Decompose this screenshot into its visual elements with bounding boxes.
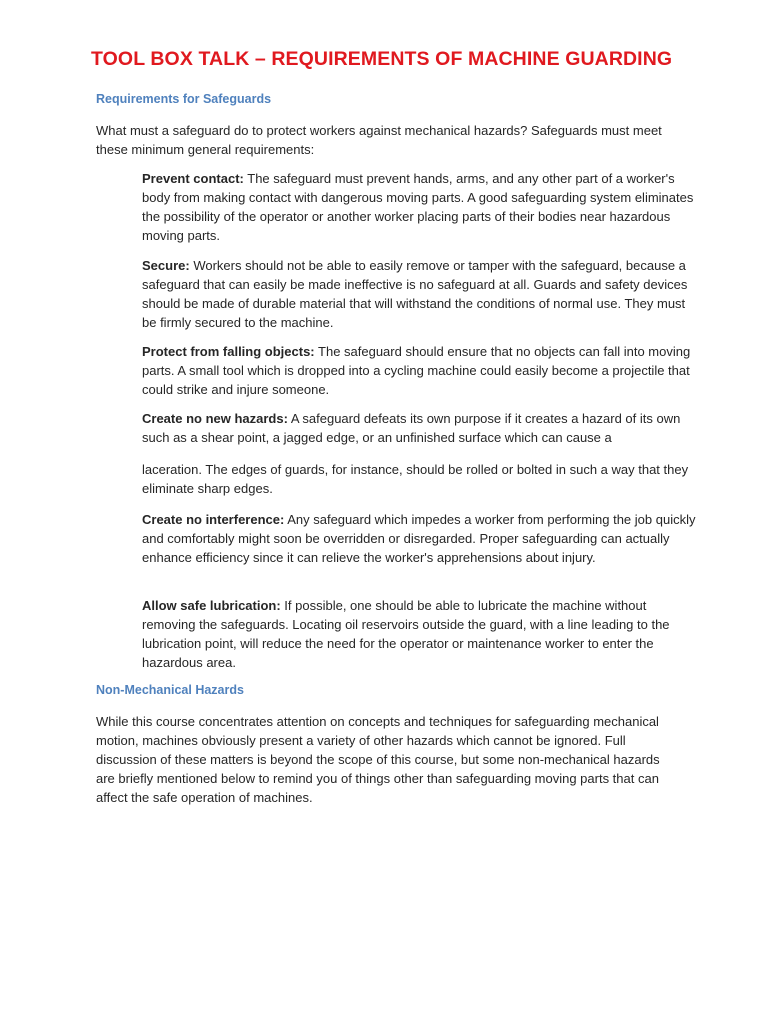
requirement-item-no-new-hazards-continued: laceration. The edges of guards, for instance, should be rolled or bolted in such a way that they eliminate sharp edges.	[142, 462, 689, 496]
requirement-term: Secure:	[142, 258, 190, 273]
requirement-term: Allow safe lubrication:	[142, 598, 281, 613]
requirement-item-safe-lubrication	[142, 596, 702, 672]
requirement-term: Create no interference:	[142, 512, 285, 527]
section-heading-non-mechanical: Non-Mechanical Hazards	[96, 683, 244, 697]
requirement-term: Prevent contact:	[142, 171, 244, 186]
non-mechanical-paragraph: While this course concentrates attention on concepts and techniques for safeguarding mechanical motion, machines obviously present a variety of other hazards which cannot be ignored. Full discussion of these matters is beyond the scope of this course, but some non-mechanical hazards are briefly mentioned below to remind you of things other than safeguarding moving parts that can affect the safe operation of machines.	[96, 714, 660, 805]
requirement-item-falling-objects	[142, 342, 702, 399]
requirement-text: The safeguard must prevent hands, arms, and any other part of a worker's body from making contact with dangerous moving parts. A good safeguarding system eliminates the possibility of the operator or another worker placing parts of their bodies near hazardous moving parts.	[142, 171, 694, 243]
requirement-item-secure	[142, 256, 702, 332]
requirement-item-prevent-contact	[142, 169, 702, 245]
requirement-text: The safeguard should ensure that no objects can fall into moving parts. A small tool which is dropped into a cycling machine could easily become a projectile that could strike and injure someone.	[142, 344, 691, 397]
requirement-term: Protect from falling objects:	[142, 344, 315, 359]
requirement-text: Any safeguard which impedes a worker from performing the job quickly and comfortably might soon be overridden or disregarded. Proper safeguarding can actually enhance efficiency since it can relieve the worker's apprehensions about injury.	[142, 512, 696, 565]
requirement-text: If possible, one should be able to lubricate the machine without removing the safeguards. Locating oil reservoirs outside the guard, with a line leading to the lubrication point, will reduce the need for the operator or maintenance worker to enter the hazardous area.	[142, 598, 670, 670]
requirement-item-no-interference	[142, 510, 702, 567]
section-heading-requirements: Requirements for Safeguards	[96, 92, 272, 106]
requirement-item-no-new-hazards	[142, 409, 702, 447]
document-title: TOOL BOX TALK – REQUIREMENTS OF MACHINE GUARDING	[91, 48, 673, 70]
requirement-term: Create no new hazards:	[142, 411, 288, 426]
requirement-text: A safeguard defeats its own purpose if it creates a hazard of its own such as a shear point, a jagged edge, or an unfinished surface which can cause a	[142, 411, 681, 445]
intro-paragraph: What must a safeguard do to protect workers against mechanical hazards? Safeguards must meet these minimum general requirements:	[96, 123, 662, 157]
requirement-text: Workers should not be able to easily remove or tamper with the safeguard, because a safeguard that can easily be made ineffective is no safeguard at all. Guards and safety devices should be made of durable material that will withstand the conditions of normal use. They must be firmly secured to the machine.	[142, 258, 688, 330]
